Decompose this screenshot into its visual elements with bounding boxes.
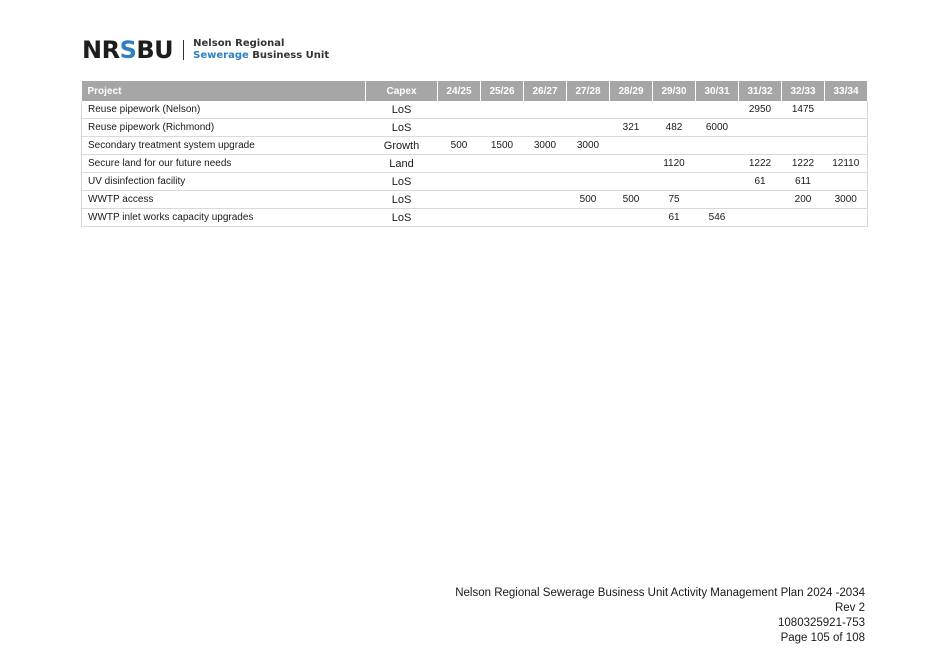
year-value-cell: 500 (567, 191, 610, 209)
year-value-cell (653, 173, 696, 191)
year-value-cell (481, 101, 524, 119)
year-value-cell: 200 (782, 191, 825, 209)
column-header: Capex (366, 81, 438, 101)
year-value-cell (739, 209, 782, 227)
year-value-cell: 2950 (739, 101, 782, 119)
project-name-cell: WWTP inlet works capacity upgrades (82, 209, 366, 227)
year-value-cell (438, 101, 481, 119)
logo-mark (82, 38, 173, 62)
logo-mark-nr: NR (82, 36, 120, 64)
year-value-cell (739, 137, 782, 155)
year-value-cell (524, 101, 567, 119)
column-header: 26/27 (524, 81, 567, 101)
year-value-cell (524, 155, 567, 173)
column-header: Project (82, 81, 366, 101)
column-header: 30/31 (696, 81, 739, 101)
logo-line-2-sewerage: Sewerage (193, 50, 249, 61)
year-value-cell: 12110 (825, 155, 868, 173)
logo-divider (183, 40, 184, 60)
year-value-cell (653, 101, 696, 119)
project-name-cell: Secure land for our future needs (82, 155, 366, 173)
logo-line-2-rest: Business Unit (248, 50, 330, 61)
year-value-cell (438, 119, 481, 137)
project-name-cell: Secondary treatment system upgrade (82, 137, 366, 155)
year-value-cell: 61 (653, 209, 696, 227)
year-value-cell (481, 173, 524, 191)
year-value-cell (825, 173, 868, 191)
year-value-cell: 1222 (739, 155, 782, 173)
year-value-cell: 500 (438, 137, 481, 155)
page-footer (455, 586, 865, 646)
column-header: 33/34 (825, 81, 868, 101)
year-value-cell: 482 (653, 119, 696, 137)
table-body (82, 101, 868, 227)
table-row (82, 137, 868, 155)
year-value-cell (739, 191, 782, 209)
year-value-cell (610, 173, 653, 191)
year-value-cell (782, 137, 825, 155)
column-header: 28/29 (610, 81, 653, 101)
nrsbu-logo (82, 38, 329, 62)
year-value-cell (438, 173, 481, 191)
year-value-cell (481, 119, 524, 137)
year-value-cell (696, 137, 739, 155)
year-value-cell (696, 173, 739, 191)
year-value-cell (524, 191, 567, 209)
year-value-cell (567, 119, 610, 137)
year-value-cell: 500 (610, 191, 653, 209)
year-value-cell (524, 209, 567, 227)
logo-mark-bu: BU (136, 36, 174, 64)
year-value-cell: 611 (782, 173, 825, 191)
table-row (82, 173, 868, 191)
year-value-cell (653, 137, 696, 155)
year-value-cell (438, 155, 481, 173)
year-value-cell (610, 209, 653, 227)
year-value-cell (696, 191, 739, 209)
capex-type-cell: Growth (366, 137, 438, 155)
year-value-cell (610, 155, 653, 173)
capex-type-cell: LoS (366, 101, 438, 119)
column-header: 32/33 (782, 81, 825, 101)
capex-type-cell: Land (366, 155, 438, 173)
column-header: 31/32 (739, 81, 782, 101)
year-value-cell: 1475 (782, 101, 825, 119)
capex-type-cell: LoS (366, 173, 438, 191)
year-value-cell (567, 209, 610, 227)
year-value-cell (524, 119, 567, 137)
project-name-cell: WWTP access (82, 191, 366, 209)
column-header: 27/28 (567, 81, 610, 101)
year-value-cell: 3000 (524, 137, 567, 155)
footer-revision: Rev 2 (834, 602, 865, 614)
project-name-cell: Reuse pipework (Richmond) (82, 119, 366, 137)
year-value-cell (567, 101, 610, 119)
year-value-cell (524, 173, 567, 191)
year-value-cell (567, 173, 610, 191)
logo-mark-s: S (119, 36, 137, 64)
project-name-cell: UV disinfection facility (82, 173, 366, 191)
year-value-cell: 1500 (481, 137, 524, 155)
year-value-cell (696, 101, 739, 119)
table-row (82, 119, 868, 137)
capex-table (81, 81, 868, 227)
table-row (82, 209, 868, 227)
year-value-cell (825, 137, 868, 155)
year-value-cell: 61 (739, 173, 782, 191)
year-value-cell: 321 (610, 119, 653, 137)
logo-text (193, 38, 329, 62)
year-value-cell (481, 209, 524, 227)
year-value-cell: 3000 (567, 137, 610, 155)
table-row (82, 191, 868, 209)
footer-page-number: Page 105 of 108 (780, 632, 865, 644)
table-row (82, 155, 868, 173)
project-name-cell: Reuse pipework (Nelson) (82, 101, 366, 119)
year-value-cell (481, 155, 524, 173)
year-value-cell: 3000 (825, 191, 868, 209)
capex-type-cell: LoS (366, 191, 438, 209)
year-value-cell: 546 (696, 209, 739, 227)
year-value-cell (481, 191, 524, 209)
column-header: 25/26 (481, 81, 524, 101)
year-value-cell: 75 (653, 191, 696, 209)
column-header: 24/25 (438, 81, 481, 101)
year-value-cell (696, 155, 739, 173)
year-value-cell: 1120 (653, 155, 696, 173)
year-value-cell (739, 119, 782, 137)
table-header-row (82, 81, 868, 101)
year-value-cell: 6000 (696, 119, 739, 137)
table-row (82, 101, 868, 119)
year-value-cell (782, 209, 825, 227)
year-value-cell (610, 101, 653, 119)
column-header: 29/30 (653, 81, 696, 101)
footer-document-id: 1080325921-753 (778, 617, 865, 629)
capex-type-cell: LoS (366, 209, 438, 227)
capex-type-cell: LoS (366, 119, 438, 137)
year-value-cell (825, 101, 868, 119)
year-value-cell (567, 155, 610, 173)
year-value-cell (438, 209, 481, 227)
logo-line-1: Nelson Regional (193, 38, 285, 49)
year-value-cell (438, 191, 481, 209)
footer-document-title: Nelson Regional Sewerage Business Unit Activity Management Plan 2024 -2034 (455, 587, 865, 599)
year-value-cell (610, 137, 653, 155)
logo-line-2 (193, 50, 329, 62)
year-value-cell (825, 209, 868, 227)
year-value-cell (782, 119, 825, 137)
year-value-cell: 1222 (782, 155, 825, 173)
year-value-cell (825, 119, 868, 137)
